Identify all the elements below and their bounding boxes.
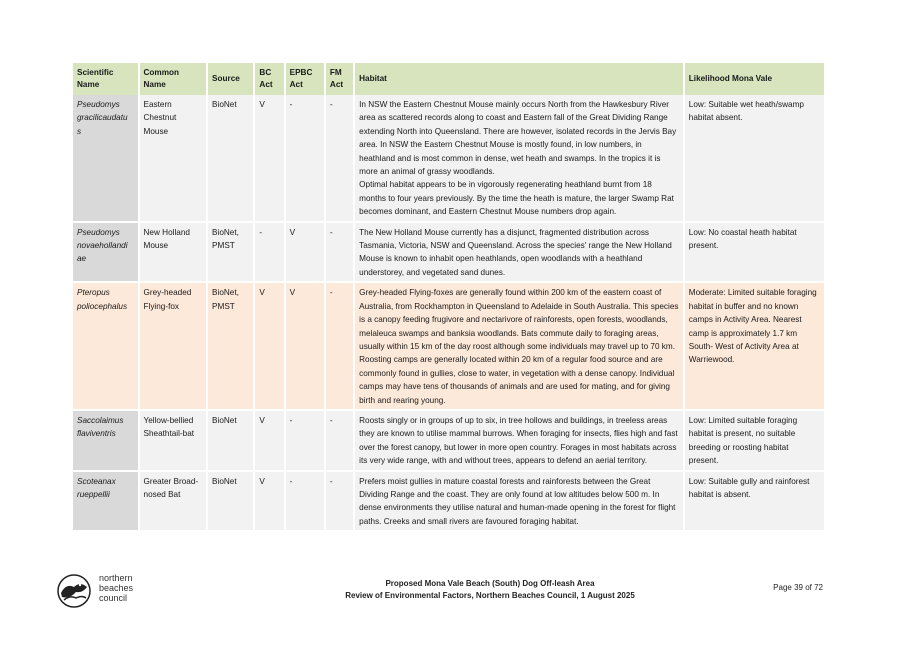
- common-name: Greater Broad-nosed Bat: [140, 472, 207, 533]
- source: BioNet: [208, 472, 253, 533]
- header-scientific-name: Scientific Name: [73, 63, 138, 95]
- header-likelihood: Likelihood Mona Vale: [685, 63, 824, 95]
- epbc-act: V: [286, 283, 324, 411]
- source: BioNet: [208, 411, 253, 472]
- habitat-paragraph: In NSW the Eastern Chestnut Mouse mainly occurs North from the Hawkesbury River area as scattered records along to coast and Eastern fall of the Great Dividing Range extending North into Queensland. There are however, isolated records in the Jervis Bay area. In NSW the Eastern Chestnut Mouse is mostly found, in low numbers, in heathland and is most common in dense, wet heath and swamps. In the tropics it is more an animal of grassy woodlands.: [359, 100, 677, 177]
- council-logo-text: [99, 573, 133, 603]
- footer-title-line: Proposed Mona Vale Beach (South) Dog Off-leash Area: [385, 579, 595, 588]
- habitat: [355, 95, 683, 223]
- table-row: [73, 95, 824, 223]
- common-name: Yellow-bellied Sheathtail-bat: [140, 411, 207, 472]
- header-fm-act: FM Act: [326, 63, 353, 95]
- header-bc-act: BC Act: [255, 63, 283, 95]
- bc-act: V: [255, 95, 283, 223]
- bc-act: V: [255, 472, 283, 533]
- logo-line: beaches: [99, 583, 134, 593]
- table-row-highlighted: [73, 283, 824, 411]
- fm-act: -: [326, 411, 353, 472]
- page-number: Page 39 of 72: [773, 583, 823, 592]
- source: BioNet, PMST: [208, 283, 253, 411]
- habitat: The New Holland Mouse currently has a disjunct, fragmented distribution across Tasmania, Victoria, NSW and Queensland. Across the species' range the New Holland Mouse is known to inhabit open heathlands, open woodlands with a heathland understorey, and vegetated sand dunes.: [355, 223, 683, 284]
- page-footer: [0, 565, 915, 625]
- likelihood: Low: Limited suitable foraging habitat is present, no suitable breeding or roosting habitat present.: [685, 411, 824, 472]
- table-header-row: [73, 63, 824, 95]
- header-habitat: Habitat: [355, 63, 683, 95]
- footer-title: [300, 578, 680, 602]
- scientific-name: Pseudomys gracilicaudatu s: [73, 95, 138, 223]
- scientific-name: Pteropus poliocephalus: [73, 283, 138, 411]
- common-name: Eastern Chestnut Mouse: [140, 95, 207, 223]
- bc-act: -: [255, 223, 283, 284]
- fm-act: -: [326, 472, 353, 533]
- habitat-paragraph: Optimal habitat appears to be in vigorously regenerating heathland burnt from 18 months to four years previously. By the time the heath is mature, the larger Swamp Rat becomes dominant, and Eastern Chestnut Mouse numbers drop again.: [359, 180, 674, 217]
- fm-act: -: [326, 223, 353, 284]
- scientific-name: Scoteanax rueppellii: [73, 472, 138, 533]
- council-logo-icon: [56, 573, 92, 609]
- bc-act: V: [255, 411, 283, 472]
- table-row: [73, 411, 824, 472]
- likelihood: Moderate: Limited suitable foraging habitat in buffer and no known camps in Activity Area. Nearest camp is approximately 1.7 km South- West of Activity Area at Warriewood.: [685, 283, 824, 411]
- likelihood: Low: No coastal heath habitat present.: [685, 223, 824, 284]
- fm-act: -: [326, 95, 353, 223]
- bc-act: V: [255, 283, 283, 411]
- header-common-name: Common Name: [140, 63, 207, 95]
- table-row: [73, 472, 824, 533]
- species-table: [71, 63, 826, 532]
- footer-subtitle-line: Review of Environmental Factors, Northern Beaches Council, 1 August 2025: [345, 591, 635, 600]
- epbc-act: -: [286, 411, 324, 472]
- epbc-act: V: [286, 223, 324, 284]
- table-row: [73, 223, 824, 284]
- epbc-act: -: [286, 472, 324, 533]
- source: BioNet, PMST: [208, 223, 253, 284]
- likelihood: Low: Suitable wet heath/swamp habitat absent.: [685, 95, 824, 223]
- common-name: New Holland Mouse: [140, 223, 207, 284]
- logo-line: council: [99, 593, 128, 603]
- likelihood: Low: Suitable gully and rainforest habitat is absent.: [685, 472, 824, 533]
- scientific-name: Saccolaimus flaviventris: [73, 411, 138, 472]
- habitat: Grey-headed Flying-foxes are generally found within 200 km of the eastern coast of Australia, from Rockhampton in Queensland to Adelaide in South Australia. This species is a canopy feeding frugivore and nectarivore of rainforests, open forests, woodlands, melaleuca swamps and banksia woodlands. Bats commute daily to foraging areas, usually within 15 km of the day roost although some individuals may travel up to 70 km. Roosting camps are generally located within 20 km of a regular food source and are commonly found in gullies, close to water, in vegetation with a dense canopy. Individual camps may have tens of thousands of animals and are used for mating, and for giving birth and rearing young.: [355, 283, 683, 411]
- epbc-act: -: [286, 95, 324, 223]
- source: BioNet: [208, 95, 253, 223]
- fm-act: -: [326, 283, 353, 411]
- header-source: Source: [208, 63, 253, 95]
- common-name: Grey-headed Flying-fox: [140, 283, 207, 411]
- scientific-name: Pseudomys novaehollandi ae: [73, 223, 138, 284]
- habitat: Roosts singly or in groups of up to six, in tree hollows and buildings, in treeless areas they are known to utilise mammal burrows. When foraging for insects, flies high and fast over the forest canopy, but lower in more open country. Forages in most habitats across its very wide range, with and without trees, appears to defend an aerial territory.: [355, 411, 683, 472]
- habitat: Prefers moist gullies in mature coastal forests and rainforests between the Great Dividing Range and the coast. They are only found at low altitudes below 500 m. In dense environments they utilise natural and human-made opening in the forest for flight paths. Creeks and small rivers are favoured foraging habitat.: [355, 472, 683, 533]
- header-epbc-act: EPBC Act: [286, 63, 324, 95]
- logo-line: northern: [99, 573, 133, 583]
